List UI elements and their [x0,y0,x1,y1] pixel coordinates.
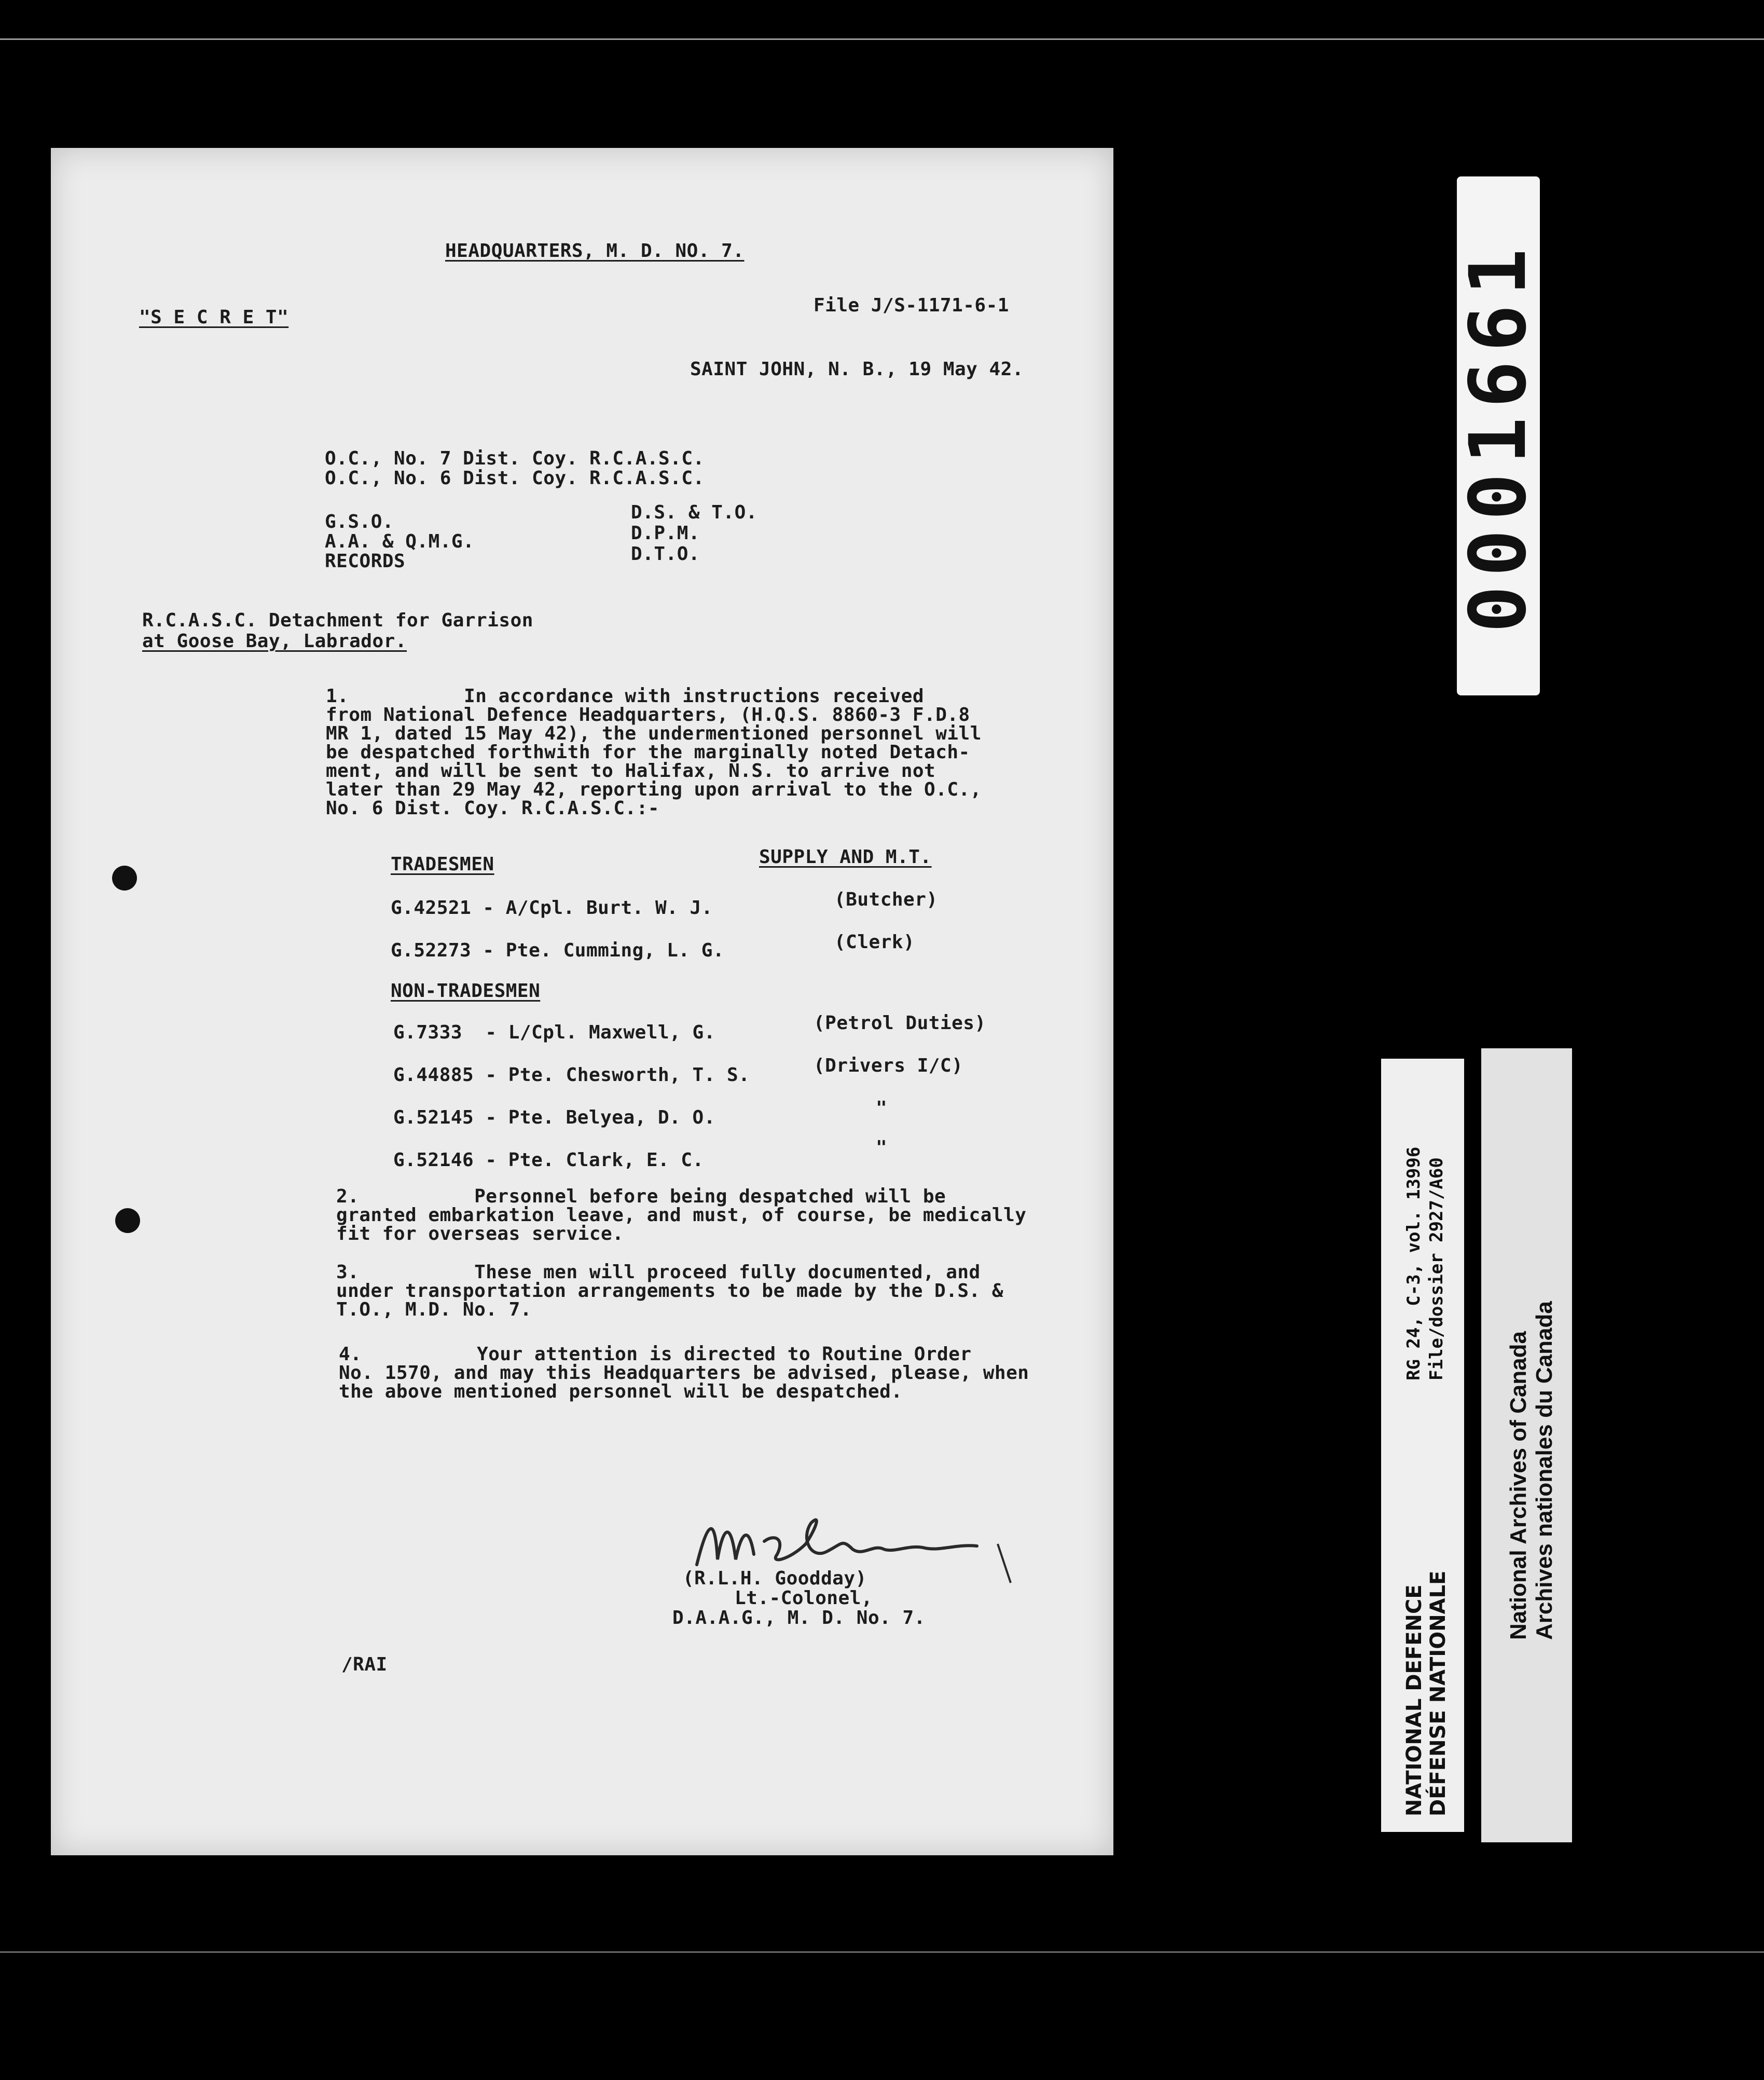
scan-edge-bottom [0,1951,1764,1953]
paragraph-1-line: 1. In accordance with instructions received [326,686,925,707]
paragraph-1-line: MR 1, dated 15 May 42), the undermentioned personnel will [326,723,982,744]
archive-reference: RG 24, C-3, vol. 13996 [1403,1146,1424,1380]
copy-recipient: G.S.O. [325,511,394,532]
frame-number-text: 0001661 [1453,239,1544,633]
paragraph-1-line: later than 29 May 42, reporting upon arrival to the O.C., [326,779,982,800]
subject-line: at Goose Bay, Labrador. [142,631,407,652]
personnel-entry: G.44885 - Pte. Chesworth, T. S. [393,1064,750,1086]
place-date: SAINT JOHN, N. B., 19 May 42. [690,359,1024,380]
typist-reference: /RAI [341,1654,388,1675]
personnel-role: (Butcher) [834,889,938,910]
archives-name-en: National Archives of Canada [1506,1331,1531,1640]
copy-recipient: D.P.M. [631,523,700,544]
addressee-line: O.C., No. 6 Dist. Coy. R.C.A.S.C. [325,468,705,489]
personnel-entry: G.52145 - Pte. Belyea, D. O. [393,1107,715,1128]
signatory-name: (R.L.H. Goodday) [683,1568,867,1589]
archives-name-fr: Archives nationales du Canada [1532,1301,1557,1640]
paragraph-1-line: ment, and will be sent to Halifax, N.S. to arrive not [326,760,936,782]
punch-hole [112,866,137,891]
classification-mark: "S E C R E T" [139,307,289,328]
department-name-fr: DÉFENSE NATIONALE [1426,1570,1450,1816]
paragraph-3-line: T.O., M.D. No. 7. [336,1299,532,1320]
personnel-entry: G.52273 - Pte. Cumming, L. G. [391,940,725,961]
personnel-entry: G.52146 - Pte. Clark, E. C. [393,1150,704,1171]
paragraph-4-line: 4. Your attention is directed to Routine Order [339,1344,972,1365]
paragraph-2-line: 2. Personnel before being despatched will be [336,1186,946,1207]
paragraph-3-line: under transportation arrangements to be made by the D.S. & [336,1280,1004,1302]
subject-line: R.C.A.S.C. Detachment for Garrison [142,610,533,631]
paragraph-1-line: from National Defence Headquarters, (H.Q.S. 8860-3 F.D.8 [326,704,970,726]
letter-page [51,148,1113,1855]
addressee-line: O.C., No. 7 Dist. Coy. R.C.A.S.C. [325,448,705,469]
scan-edge-top [0,38,1764,40]
copy-recipient: D.S. & T.O. [631,502,757,523]
copy-recipient: A.A. & Q.M.G. [325,531,475,552]
signatory-appointment: D.A.A.G., M. D. No. 7. [672,1607,926,1629]
paragraph-2-line: granted embarkation leave, and must, of course, be medically [336,1205,1027,1226]
signatory-rank: Lt.-Colonel, [735,1588,873,1609]
archive-file: File/dossier 2927/A60 [1426,1157,1447,1380]
microfilm-frame-number [1453,176,1544,695]
copy-recipient: RECORDS [325,551,406,572]
paragraph-4-line: No. 1570, and may this Headquarters be advised, please, when [339,1362,1029,1384]
punch-hole [115,1208,140,1233]
paragraph-1-line: be despatched forthwith for the marginally noted Detach- [326,742,970,763]
national-defence-label [1381,1059,1464,1832]
ditto-mark: " [876,1137,888,1158]
document-heading: HEADQUARTERS, M. D. NO. 7. [445,240,745,262]
paragraph-2-line: fit for overseas service. [336,1223,624,1244]
personnel-role: (Clerk) [834,932,915,953]
archives-label [1481,1048,1572,1842]
copy-recipient: D.T.O. [631,543,700,565]
personnel-entry: G.42521 - A/Cpl. Burt. W. J. [391,897,713,919]
ditto-mark: " [876,1098,888,1119]
non-tradesmen-heading: NON-TRADESMEN [391,980,541,1002]
file-reference: File J/S-1171-6-1 [814,295,1009,316]
paragraph-3-line: 3. These men will proceed fully documented, and [336,1262,981,1283]
department-name-en: NATIONAL DEFENCE [1402,1584,1426,1816]
personnel-role: (Petrol Duties) [814,1012,986,1034]
paragraph-1-line: No. 6 Dist. Coy. R.C.A.S.C.:- [326,798,660,819]
personnel-entry: G.7333 - L/Cpl. Maxwell, G. [393,1022,715,1043]
tradesmen-heading: TRADESMEN [391,854,494,875]
personnel-role: (Drivers I/C) [814,1055,963,1076]
paragraph-4-line: the above mentioned personnel will be despatched. [339,1381,903,1402]
supply-heading: SUPPLY AND M.T. [759,846,932,868]
